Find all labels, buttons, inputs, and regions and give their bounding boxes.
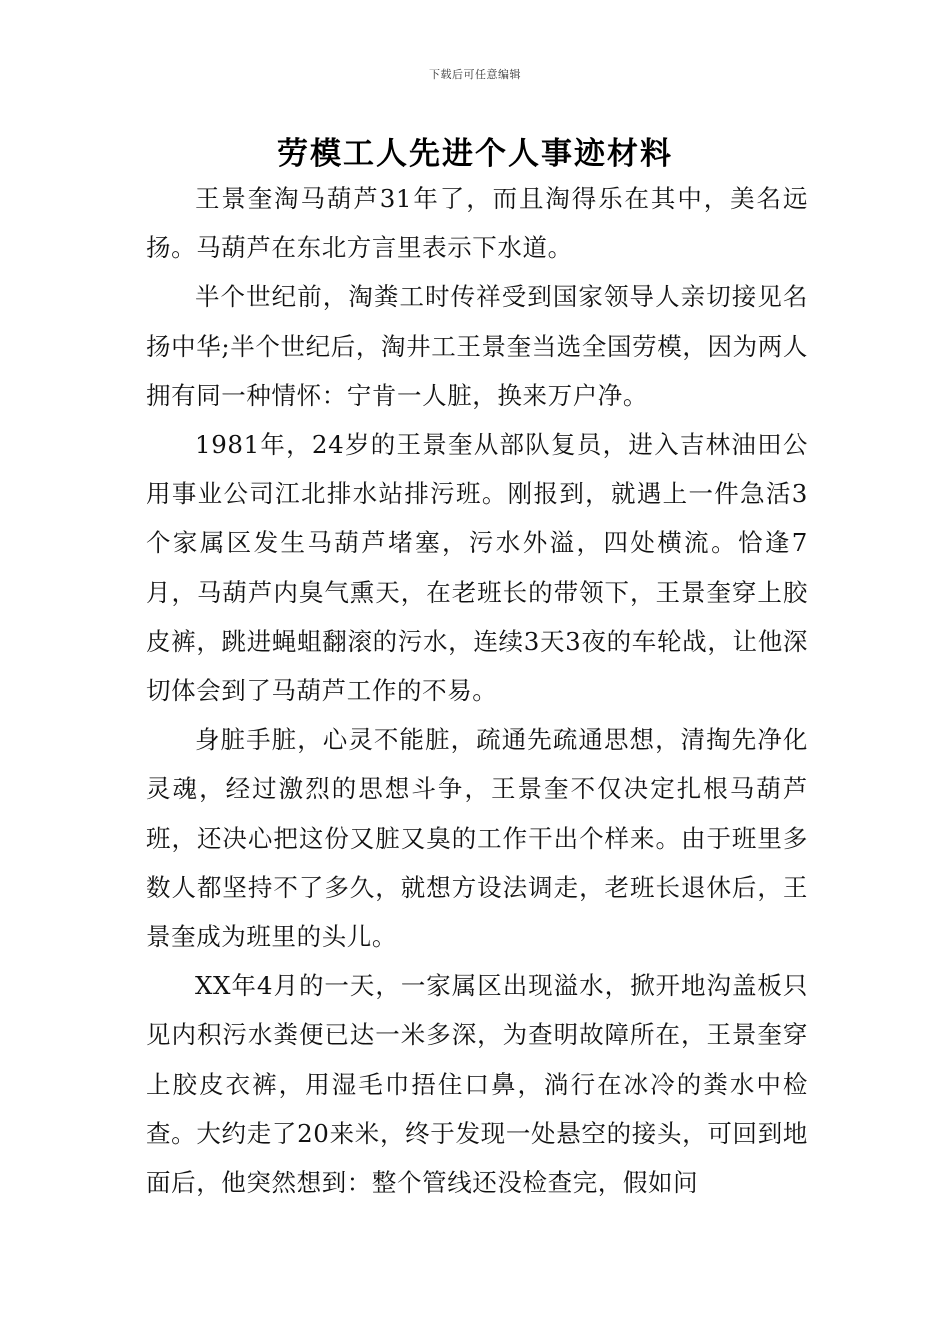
- paragraph-3: 1981年，24岁的王景奎从部队复员，进入吉林油田公用事业公司江北排水站排污班。刚报到，就遇上一件急活3个家属区发生马葫芦堵塞，污水外溢，四处横流。恰逢7月，马葫芦内臭气熏天，在老班长的带领下，王景奎穿上胶皮裤，跳进蝇蛆翻滚的污水，连续3天3夜的车轮战，让他深切体会到了马葫芦工作的不易。: [146, 430, 808, 706]
- paragraph-4: 身脏手脏，心灵不能脏，疏通先疏通思想，清掏先净化灵魂，经过激烈的思想斗争，王景奎不仅决定扎根马葫芦班，还决心把这份又脏又臭的工作干出个样来。由于班里多数人都坚持不了多久，就想方设法调走，老班长退休后，王景奎成为班里的头儿。: [146, 725, 808, 952]
- paragraph-5: XX年4月的一天，一家属区出现溢水，掀开地沟盖板只见内积污水粪便已达一米多深，为查明故障所在，王景奎穿上胶皮衣裤，用湿毛巾捂住口鼻，淌行在冰冷的粪水中检查。大约走了20来米，终于发现一处悬空的接头，可回到地面后，他突然想到：整个管线还没检查完，假如问: [146, 971, 808, 1198]
- document-body: [146, 174, 808, 1207]
- paragraph-2: 半个世纪前，淘粪工时传祥受到国家领导人亲切接见名扬中华;半个世纪后，淘井工王景奎当选全国劳模，因为两人拥有同一种情怀：宁肯一人脏，换来万户净。: [146, 282, 808, 410]
- document-title: 劳模工人先进个人事迹材料: [277, 136, 673, 172]
- paragraph-1: 王景奎淘马葫芦31年了，而且淘得乐在其中，美名远扬。马葫芦在东北方言里表示下水道。: [146, 184, 808, 263]
- header-note: 下载后可任意编辑: [429, 68, 521, 81]
